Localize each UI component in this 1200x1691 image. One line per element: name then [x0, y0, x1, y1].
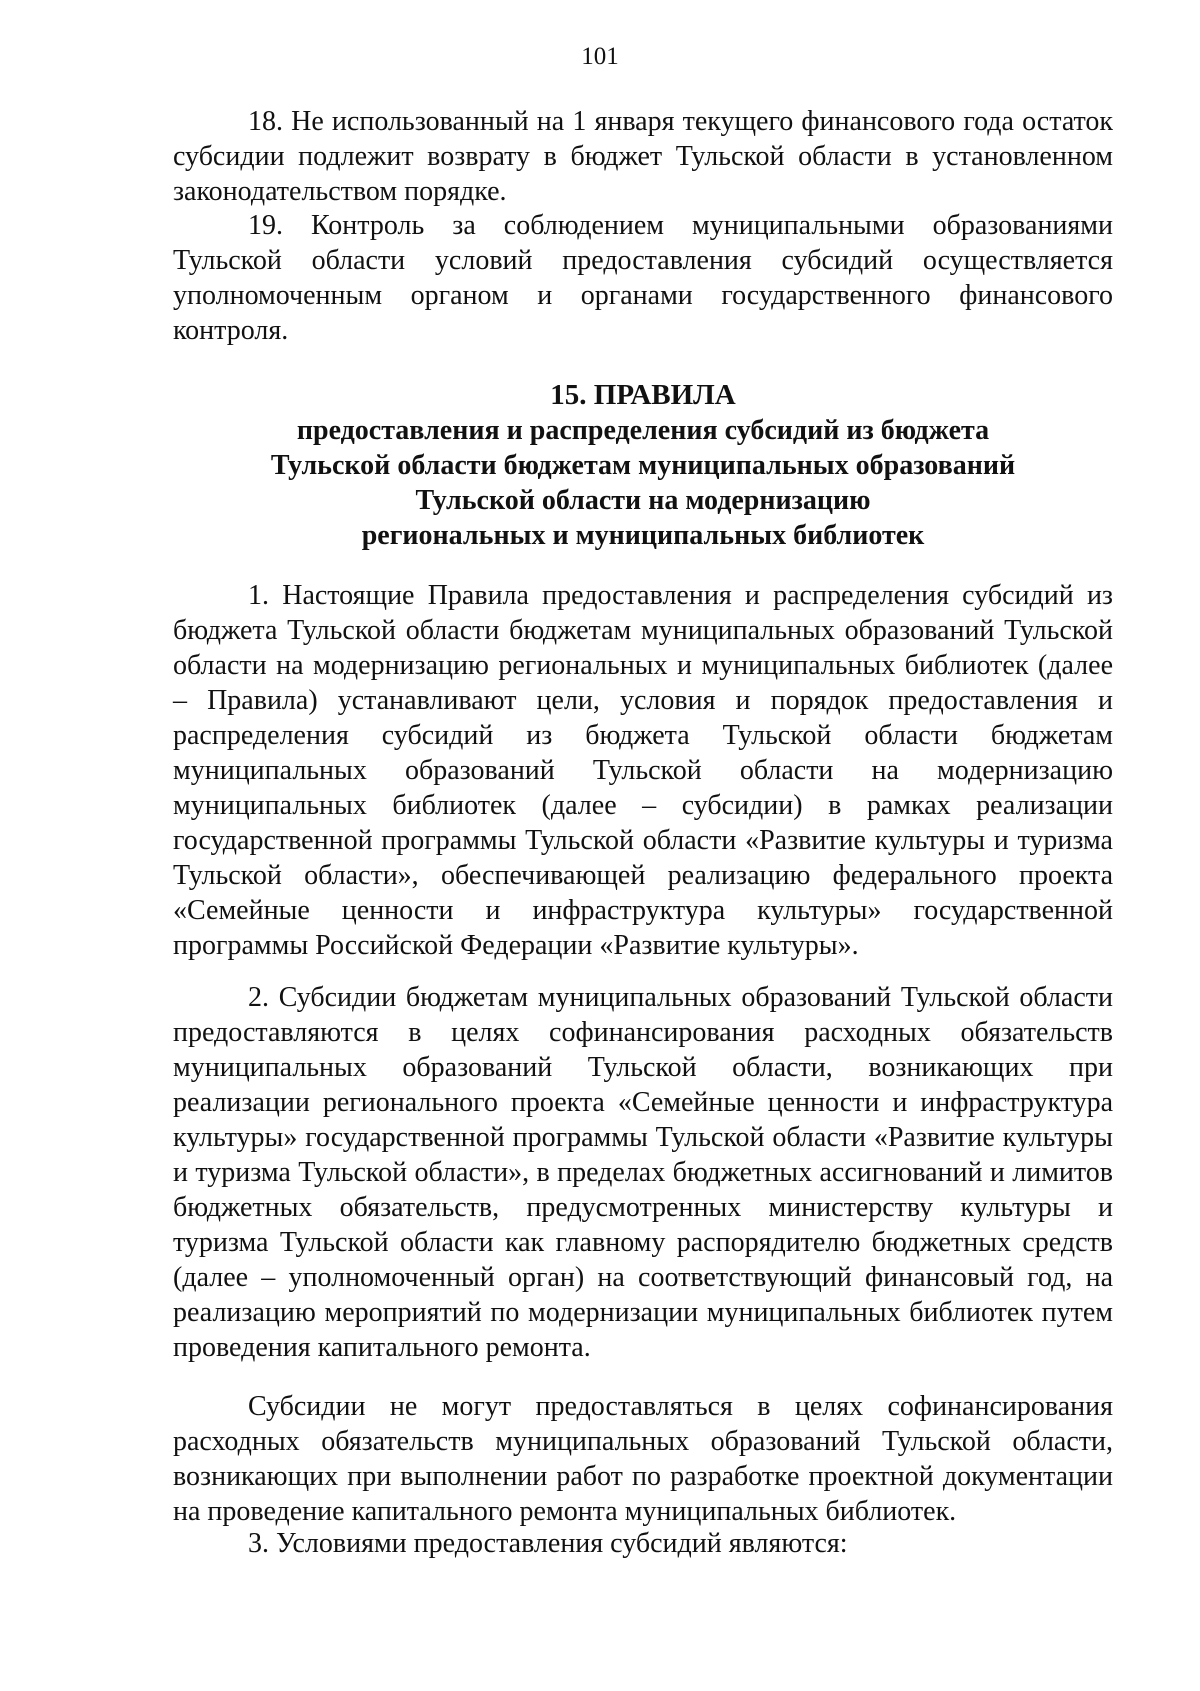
paragraph-2-note: Субсидии не могут предоставляться в целях софинансирования расходных обязательств муниципальных образований Тульской области, возникающих при выполнении работ по разработке проектной документации на проведение капитального ремонта муниципальных библиотек. — [173, 1391, 1113, 1527]
section-subtitle-line-1: предоставления и распределения субсидий из бюджета — [296, 415, 990, 446]
section-subtitle-line-2: Тульской области бюджетам муниципальных образований — [270, 450, 1016, 481]
paragraph-18: 18. Не использованный на 1 января текущего финансового года остаток субсидии подлежит возврату в бюджет Тульской области в установленном законодательством порядке. — [173, 106, 1113, 207]
paragraph-2: 2. Субсидии бюджетам муниципальных образований Тульской области предоставляются в целях софинансирования расходных обязательств муниципальных образований Тульской области, возникающих при реализации регионального проекта «Семейные ценности и инфраструктура культуры» государственной программы Тульской области «Развитие культуры и туризма Тульской области», в пределах бюджетных ассигнований и лимитов бюджетных обязательств, предусмотренных министерству культуры и туризма Тульской области как главному распорядителю бюджетных средств (далее – уполномоченный орган) на соответствующий финансовый год, на реализацию мероприятий по модернизации муниципальных библиотек путем проведения капитального ремонта. — [173, 982, 1113, 1363]
paragraph-19: 19. Контроль за соблюдением муниципальными образованиями Тульской области условий предоставления субсидий осуществляется уполномоченным органом и органами государственного финансового контроля. — [173, 210, 1113, 346]
section-subtitle-line-3: Тульской области на модернизацию — [415, 485, 871, 516]
section-subtitle-line-4: региональных и муниципальных библиотек — [361, 520, 925, 551]
section-title: 15. ПРАВИЛА — [550, 379, 736, 411]
paragraph-1: 1. Настоящие Правила предоставления и распределения субсидий из бюджета Тульской области бюджетам муниципальных образований Тульской области на модернизацию региональных и муниципальных библиотек (далее – Правила) устанавливают цели, условия и порядок предоставления и распределения субсидий из бюджета Тульской области бюджетам муниципальных образований Тульской области на модернизацию муниципальных библиотек (далее – субсидии) в рамках реализации государственной программы Тульской области «Развитие культуры и туризма Тульской области», обеспечивающей реализацию федерального проекта «Семейные ценности и инфраструктура культуры» государственной программы Российской Федерации «Развитие культуры». — [173, 580, 1113, 961]
page-number: 101 — [581, 43, 619, 70]
paragraph-3: 3. Условиями предоставления субсидий являются: — [248, 1528, 848, 1559]
section-heading — [173, 378, 1113, 553]
